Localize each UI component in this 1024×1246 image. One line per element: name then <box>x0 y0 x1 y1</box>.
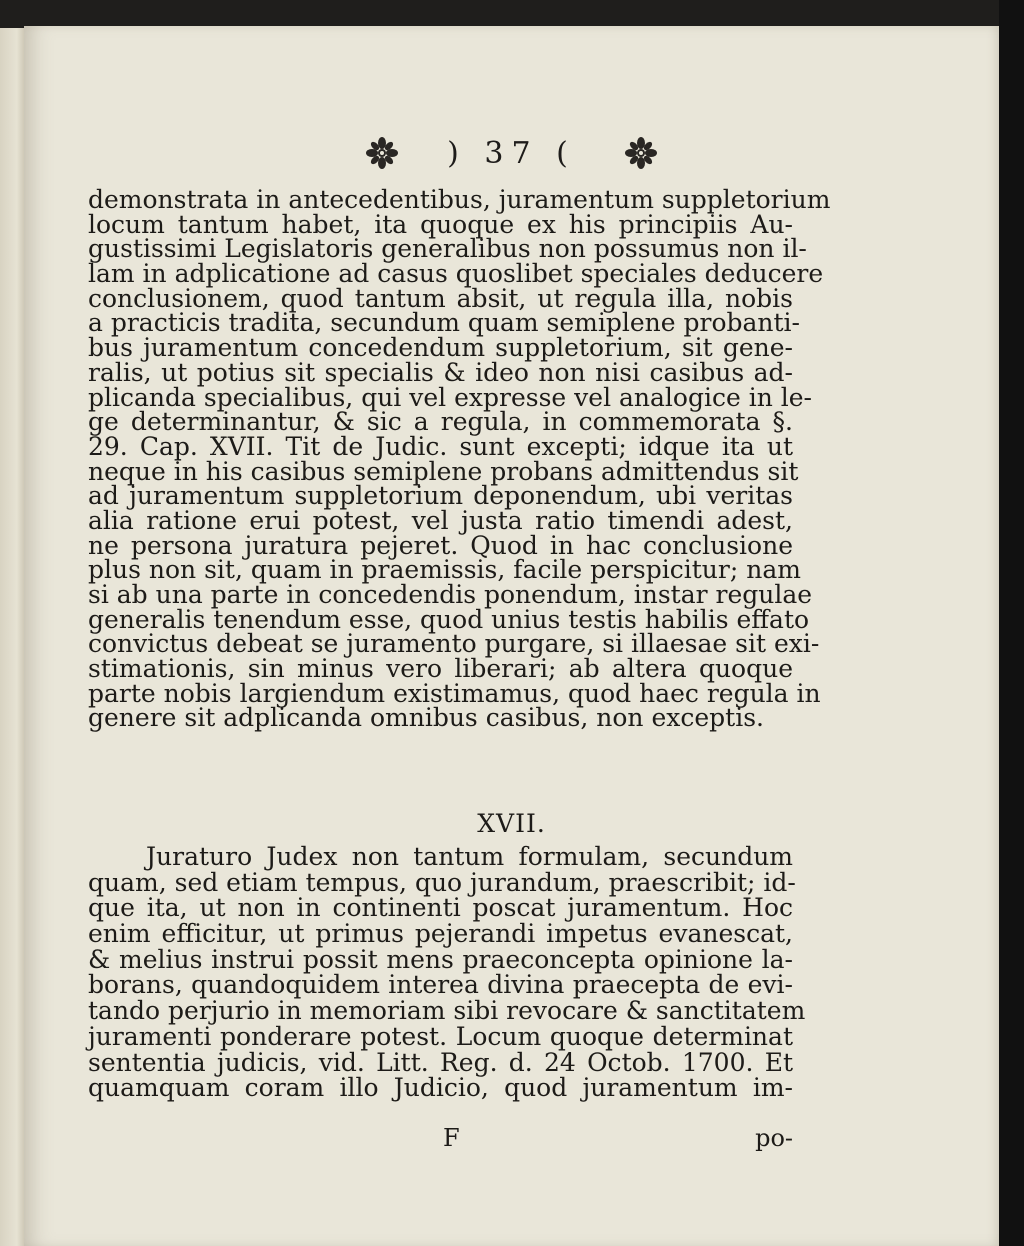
page-header <box>24 134 999 184</box>
text-line: 29. Cap. XVII. Tit de Judic. sunt excepti; idque ita ut <box>88 431 793 461</box>
text-line: generalis tenendum esse, quod unius testis habilis effato <box>88 604 810 634</box>
page-footer <box>88 1124 793 1154</box>
text-line: juramenti ponderare potest. Locum quoque determinat <box>88 1021 793 1051</box>
text-line: plus non sit, quam in praemissis, facile perspicitur; nam <box>88 555 801 585</box>
text-line: stimationis, sin minus vero liberari; ab altera quoque <box>88 654 793 684</box>
text-line: genere sit adplicanda omnibus casibus, non exceptis. <box>88 703 764 733</box>
text-line: locum tantum habet, ita quoque ex his principiis Au- <box>88 209 793 239</box>
text-line: quamquam coram illo Judicio, quod juramentum im- <box>88 1073 793 1103</box>
text-line: convictus debeat se juramento purgare, si illaesae sit exi- <box>88 629 820 659</box>
text-line: a practicis tradita, secundum quam semiplene probanti- <box>88 308 800 338</box>
text-line: alia ratione erui potest, vel justa ratio timendi adest, <box>88 505 793 535</box>
text-line: gustissimi Legislatoris generalibus non possumus non il- <box>88 234 807 264</box>
text-line: Juraturo Judex non tantum formulam, secundum <box>146 842 793 871</box>
text-line: & melius instrui possit mens praeconcepta opinione la- <box>88 944 793 974</box>
catchword: po- <box>755 1124 793 1152</box>
text-line: que ita, ut non in continenti poscat juramentum. Hoc <box>88 893 793 923</box>
paragraph-2 <box>88 842 806 1103</box>
text-line: demonstrata in antecedentibus, juramentum suppletorium <box>88 185 831 214</box>
text-line: si ab una parte in concedendis ponendum, instar regulae <box>88 580 813 609</box>
page-number: ) 37 ( <box>447 135 576 171</box>
text-line: bus juramentum concedendum suppletorium, sit gene- <box>88 333 793 363</box>
text-line: parte nobis largiendum existimamus, quod haec regula in <box>88 678 821 708</box>
scan-background <box>999 0 1024 1246</box>
text-line: conclusionem, quod tantum absit, ut regula illa, nobis <box>88 283 793 313</box>
text-line: quam, sed etiam tempus, quo jurandum, praescribit; id- <box>88 867 796 897</box>
text-line: plicanda specialibus, qui vel expresse vel analogice in le- <box>88 382 812 412</box>
flower-ornament-icon <box>625 137 657 169</box>
text-line: ne persona juratura pejeret. Quod in hac conclusione <box>88 530 793 560</box>
text-line: neque in his casibus semiplene probans admittendus sit <box>88 456 799 486</box>
text-line: sententia judicis, vid. Litt. Reg. d. 24 Octob. 1700. Et <box>88 1047 793 1077</box>
text-line: ge determinantur, & sic a regula, in commemorata §. <box>88 407 793 437</box>
text-line: lam in adplicatione ad casus quoslibet speciales deducere <box>88 259 824 289</box>
book-page <box>24 26 999 1246</box>
section-heading: XVII. <box>477 809 546 838</box>
text-line: borans, quandoquidem interea divina praecepta de evi- <box>88 970 793 1000</box>
text-line: ad juramentum suppletorium deponendum, ubi veritas <box>88 481 793 511</box>
signature-mark: F <box>443 1124 460 1152</box>
paragraph-1 <box>88 185 831 733</box>
text-line: enim efficitur, ut primus pejerandi impetus evanescat, <box>88 919 793 949</box>
flower-ornament-icon <box>366 137 398 169</box>
text-line: tando perjurio in memoriam sibi revocare & sanctitatem <box>88 996 806 1026</box>
text-line: ralis, ut potius sit specialis & ideo non nisi casibus ad- <box>88 357 793 387</box>
left-page-edge <box>0 28 24 1246</box>
